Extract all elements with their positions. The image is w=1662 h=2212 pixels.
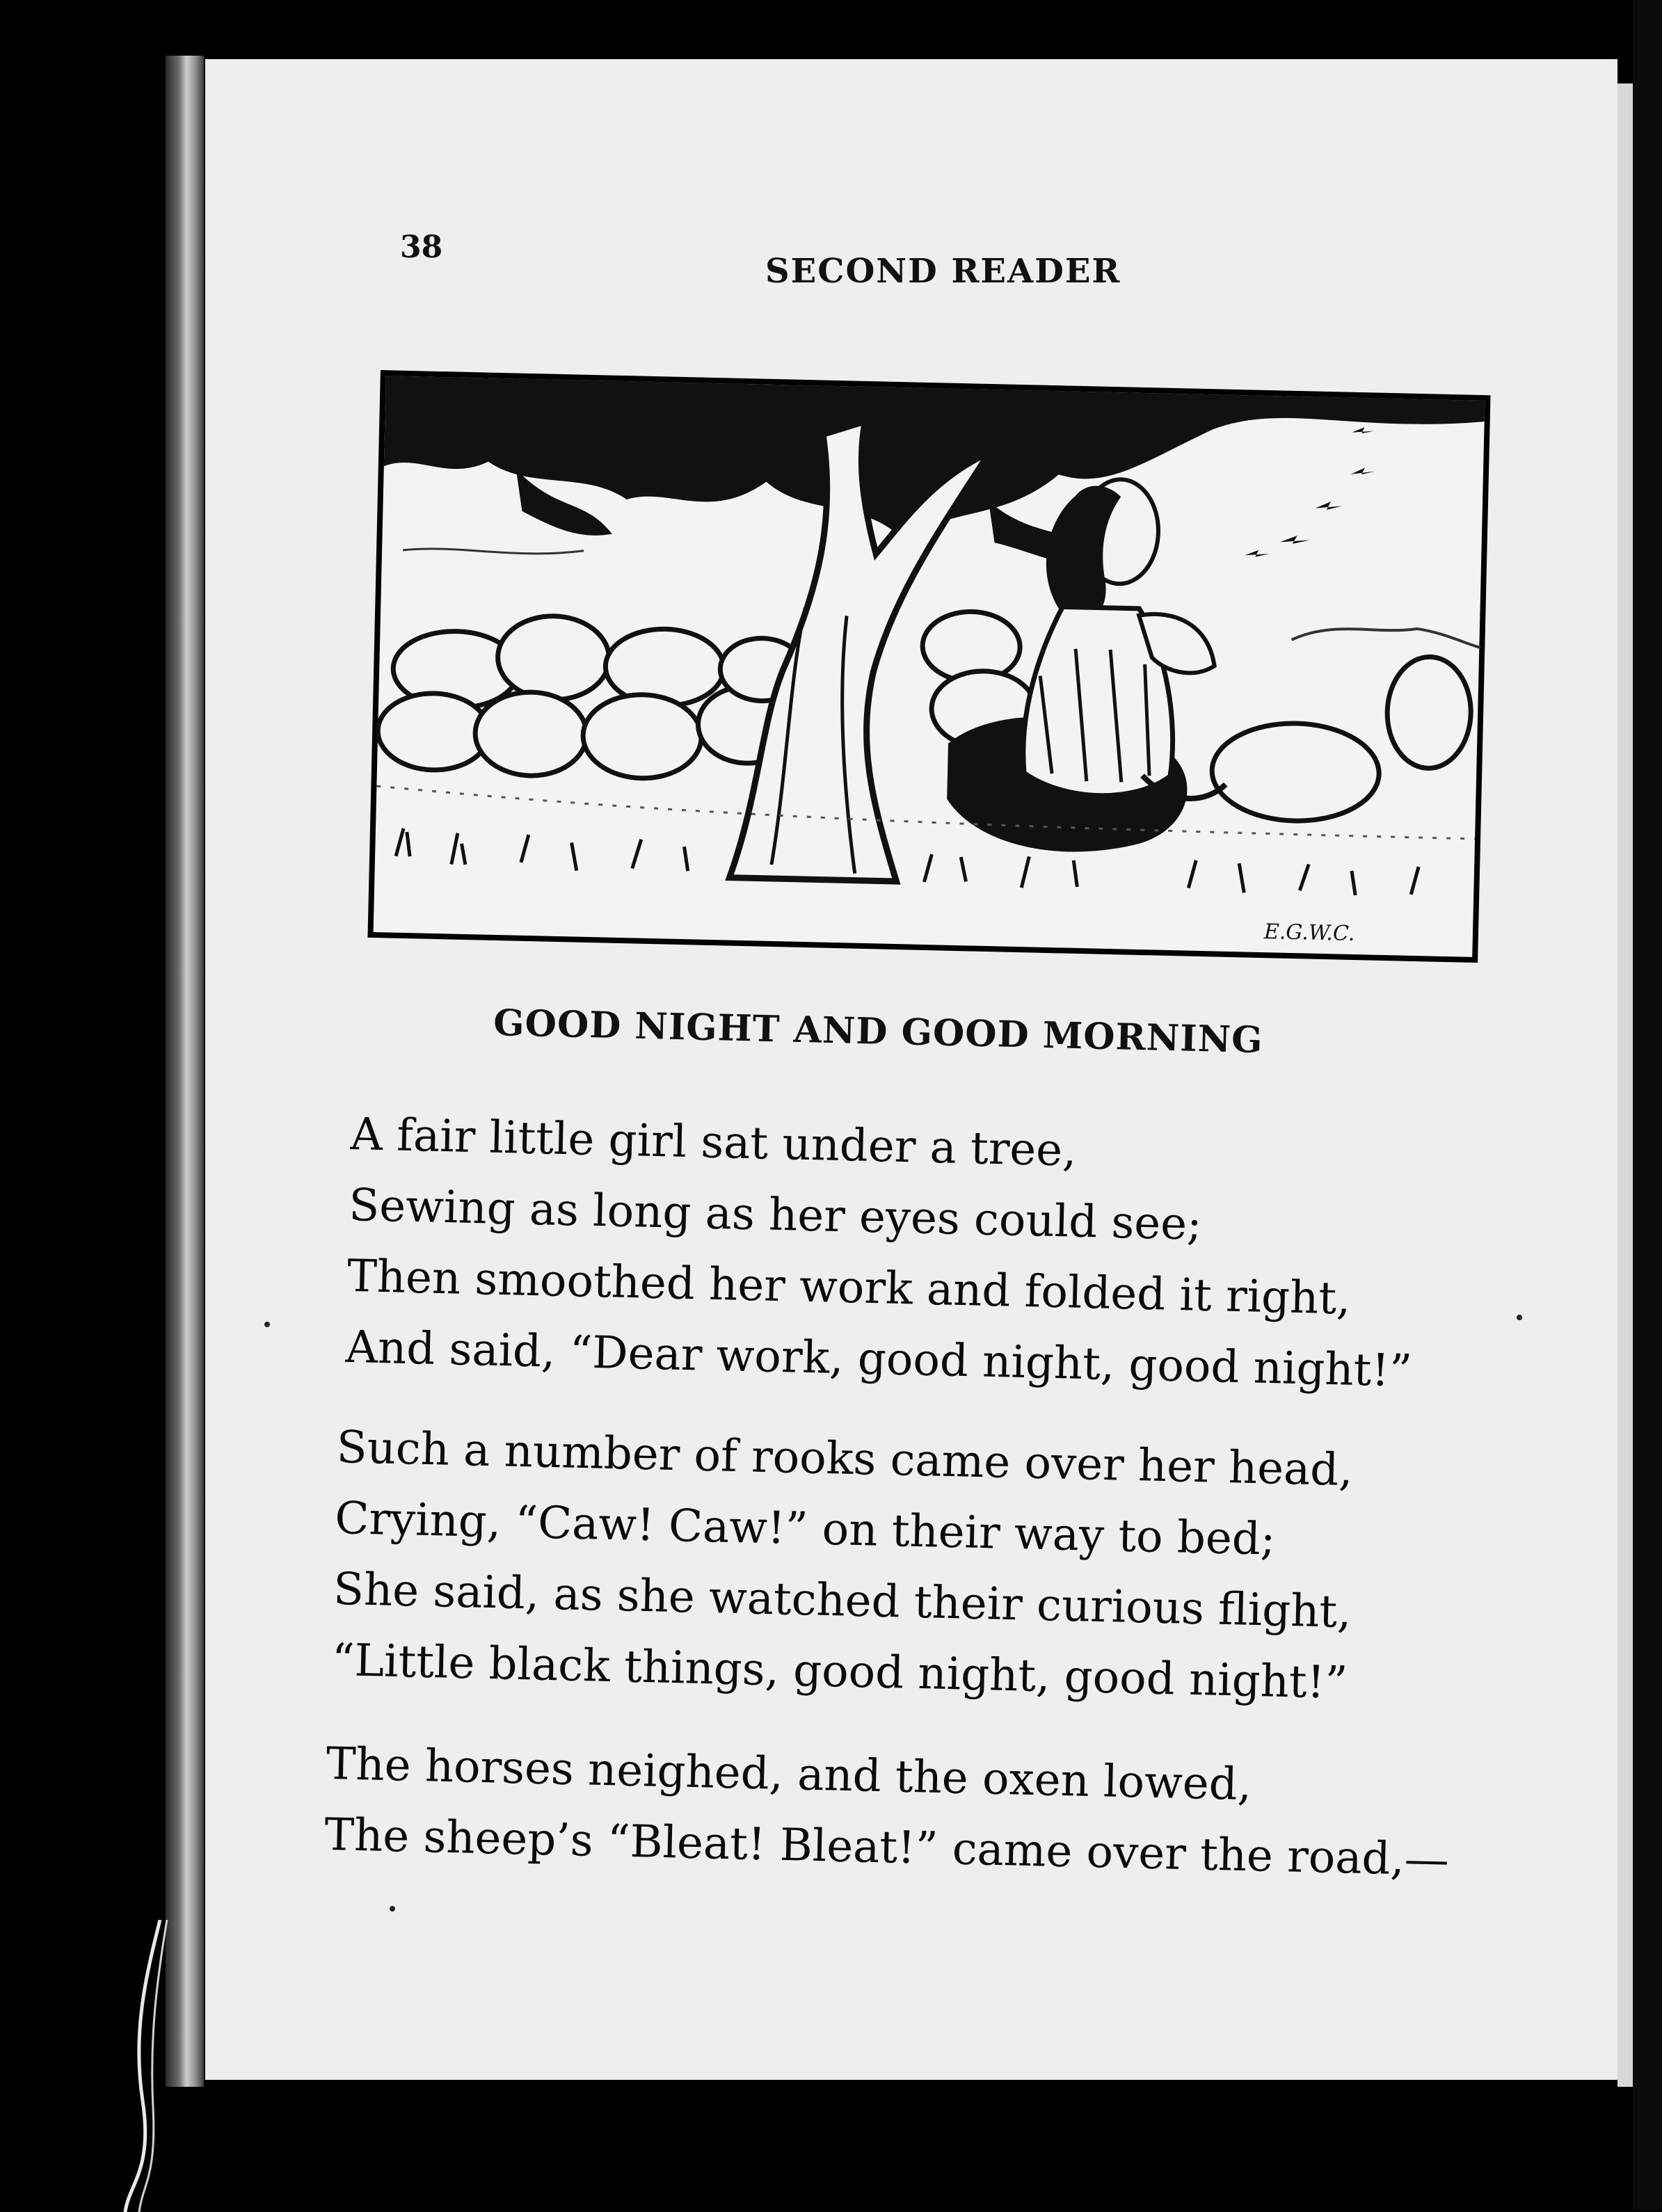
poem-line: Sewing as long as her eyes could see;: [348, 1179, 1203, 1251]
page-number: 38: [400, 230, 443, 265]
background-right: [1633, 0, 1662, 2210]
poem-line: The horses neighed, and the oxen lowed,: [326, 1738, 1252, 1811]
poem-line: And said, “Dear work, good night, good night!”: [345, 1321, 1413, 1397]
stanza-3: [323, 1729, 1451, 1896]
poem-line: Such a number of rooks came over her head,: [336, 1421, 1354, 1497]
running-head: SECOND READER: [765, 252, 1121, 291]
poem-line: A fair little girl sat under a tree,: [350, 1108, 1078, 1177]
binding-thread: [118, 1920, 181, 2212]
stanza-2: [331, 1412, 1356, 1719]
book-spine: [166, 56, 204, 2087]
poem-line: The sheep’s “Bleat! Bleat!” came over the road,—: [323, 1809, 1450, 1886]
poem-line: Crying, “Caw! Caw!” on their way to bed;: [334, 1492, 1277, 1566]
page-speck: [264, 1322, 270, 1327]
stanza-1: [345, 1099, 1418, 1407]
poem-line: Then smoothed her work and folded it right,: [346, 1250, 1352, 1325]
poem-title: GOOD NIGHT AND GOOD MORNING: [493, 1002, 1264, 1062]
poem-line: “Little black things, good night, good night!”: [331, 1634, 1348, 1710]
poem-line: She said, as she watched their curious flight,: [333, 1563, 1352, 1639]
page-edge: [1617, 83, 1633, 2087]
girl-sewing-under-tree-illustration: [366, 369, 1492, 978]
page-speck: [1517, 1315, 1522, 1320]
illustrator-signature: E.G.W.C.: [1263, 920, 1355, 947]
page-speck: [390, 1906, 395, 1912]
